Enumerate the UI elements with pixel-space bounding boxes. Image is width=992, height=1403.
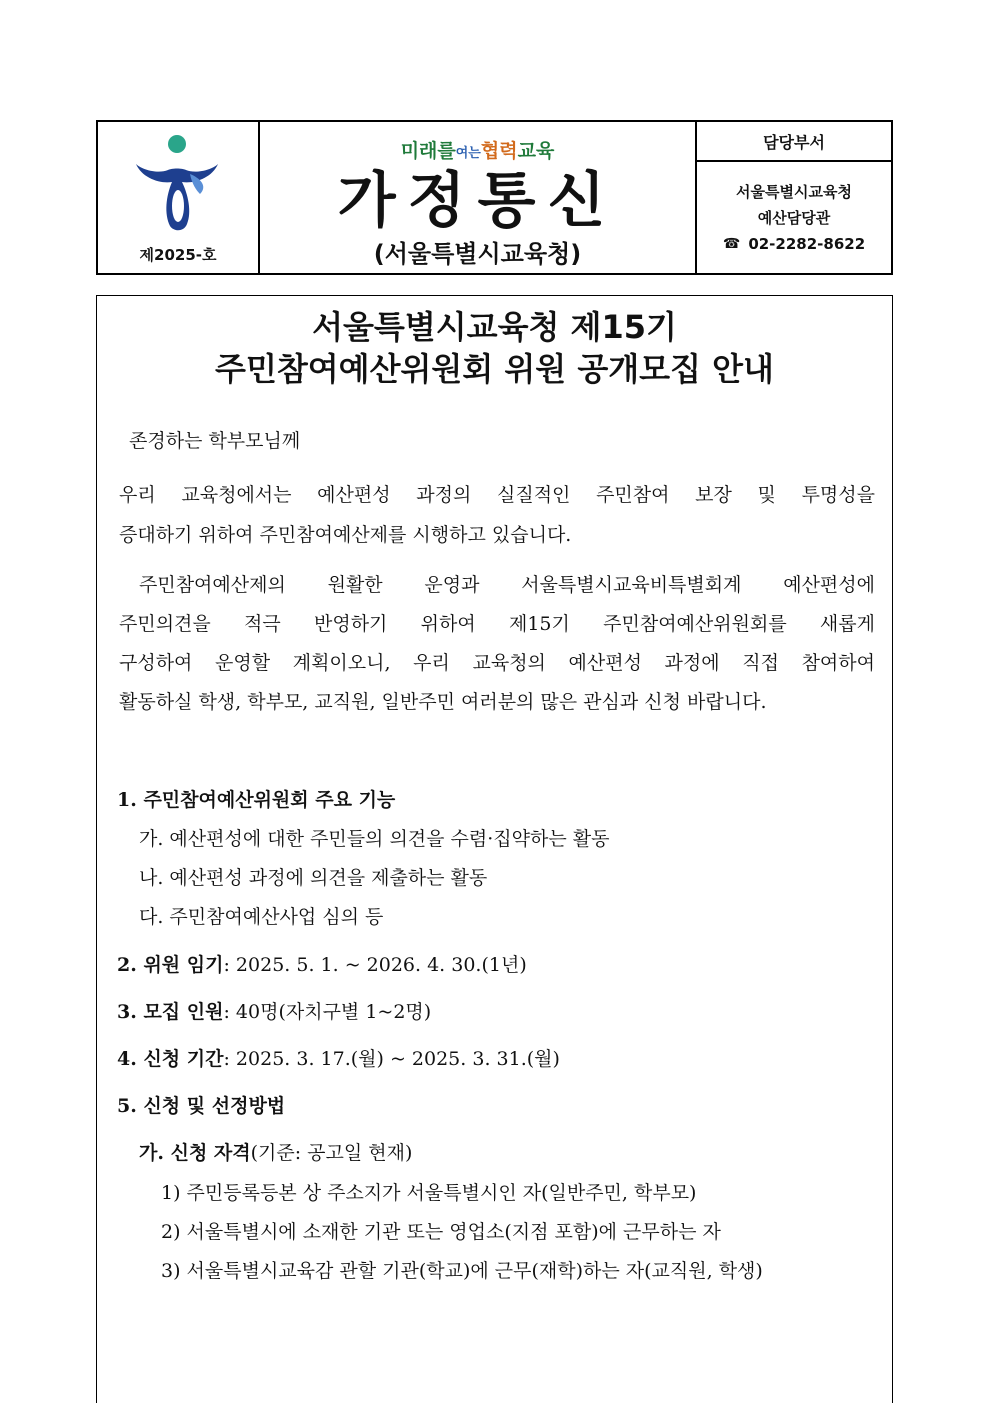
section5-sub-note: (기준: 공고일 현재) [250,1142,413,1164]
slogan-part2: 여는 [455,146,481,161]
section1-item: 가. 예산편성에 대한 주민들의 의견을 수렴·집약하는 활동 [139,828,610,850]
newsletter-subtitle: (서울특별시교육청) [373,240,582,268]
phone-icon: ☎ [722,235,741,252]
document-title-line1: 서울특별시교육청 제15기 [312,308,677,346]
greeting: 존경하는 학부모님께 [129,430,301,452]
section3 [117,993,431,1032]
document-title-line2: 주민참여예산위원회 위원 공개모집 안내 [215,350,774,388]
department-label: 담당부서 [697,122,891,162]
section5-sub [139,1134,412,1173]
paragraph2-line2: 주민의견을 적극 반영하기 위하여 제15기 주민참여예산위원회를 새롭게 [119,613,875,635]
section5-item: 1) 주민등록등본 상 주소지가 서울특별시인 자(일반주민, 학부모) [161,1182,697,1204]
department-info [697,162,891,273]
newsletter-header [96,120,893,275]
section1-heading: 1. 주민참여예산위원회 주요 기능 [117,789,396,811]
issue-number: 제2025-호 [139,246,217,264]
document-title [97,306,892,390]
document-body [96,295,893,1403]
paragraph2-line3: 구성하여 운영할 계획이오니, 우리 교육청의 예산편성 과정에 직접 참여하여 [119,652,875,674]
section2 [117,946,527,985]
newsletter-title: 가정통신 [337,166,618,236]
section3-value: : 40명(자치구별 1~2명) [223,1001,432,1023]
section5-item: 3) 서울특별시교육감 관할 기관(학교)에 근무(재학)하는 자(교직원, 학생) [161,1260,763,1282]
department-org: 서울특별시교육청 [736,182,852,201]
department-cell [697,122,891,273]
paragraph1-line1: 우리 교육청에서는 예산편성 과정의 실질적인 주민참여 보장 및 투명성을 [119,484,875,506]
section2-label: 2. 위원 임기 [117,954,224,976]
slogan [260,136,695,163]
department-office: 예산담당관 [757,208,831,227]
section5-sub-label: 가. 신청 자격 [139,1142,251,1164]
phone-number: 02-2282-8622 [748,234,866,253]
section4-label: 4. 신청 기간 [117,1048,224,1070]
section4-value: : 2025. 3. 17.(월) ~ 2025. 3. 31.(월) [223,1048,560,1070]
paragraph2-line1: 주민참여예산제의 원활한 운영과 서울특별시교육비특별회계 예산편성에 [139,574,875,596]
title-cell [260,122,697,273]
department-phone [723,231,865,257]
section5-item: 2) 서울특별시에 소재한 기관 또는 영업소(지점 포함)에 근무하는 자 [161,1221,721,1243]
slogan-part1: 미래를 [400,140,456,162]
section4 [117,1040,560,1079]
seoul-education-logo-icon [130,134,225,234]
paragraph1-line2: 증대하기 위하여 주민참여예산제를 시행하고 있습니다. [119,524,572,546]
paragraph2-line4: 활동하실 학생, 학부모, 교직원, 일반주민 여러분의 많은 관심과 신청 바랍니다. [119,691,767,713]
section5-heading: 5. 신청 및 선정방법 [117,1095,286,1117]
logo-cell [98,122,260,273]
section3-label: 3. 모집 인원 [117,1001,224,1023]
section1-item: 나. 예산편성 과정에 의견을 제출하는 활동 [139,867,488,889]
section2-value: : 2025. 5. 1. ~ 2026. 4. 30.(1년) [223,954,527,976]
section1-item: 다. 주민참여예산사업 심의 등 [139,906,384,928]
slogan-part3: 협력 [480,140,518,162]
slogan-part4: 교육 [517,140,555,162]
